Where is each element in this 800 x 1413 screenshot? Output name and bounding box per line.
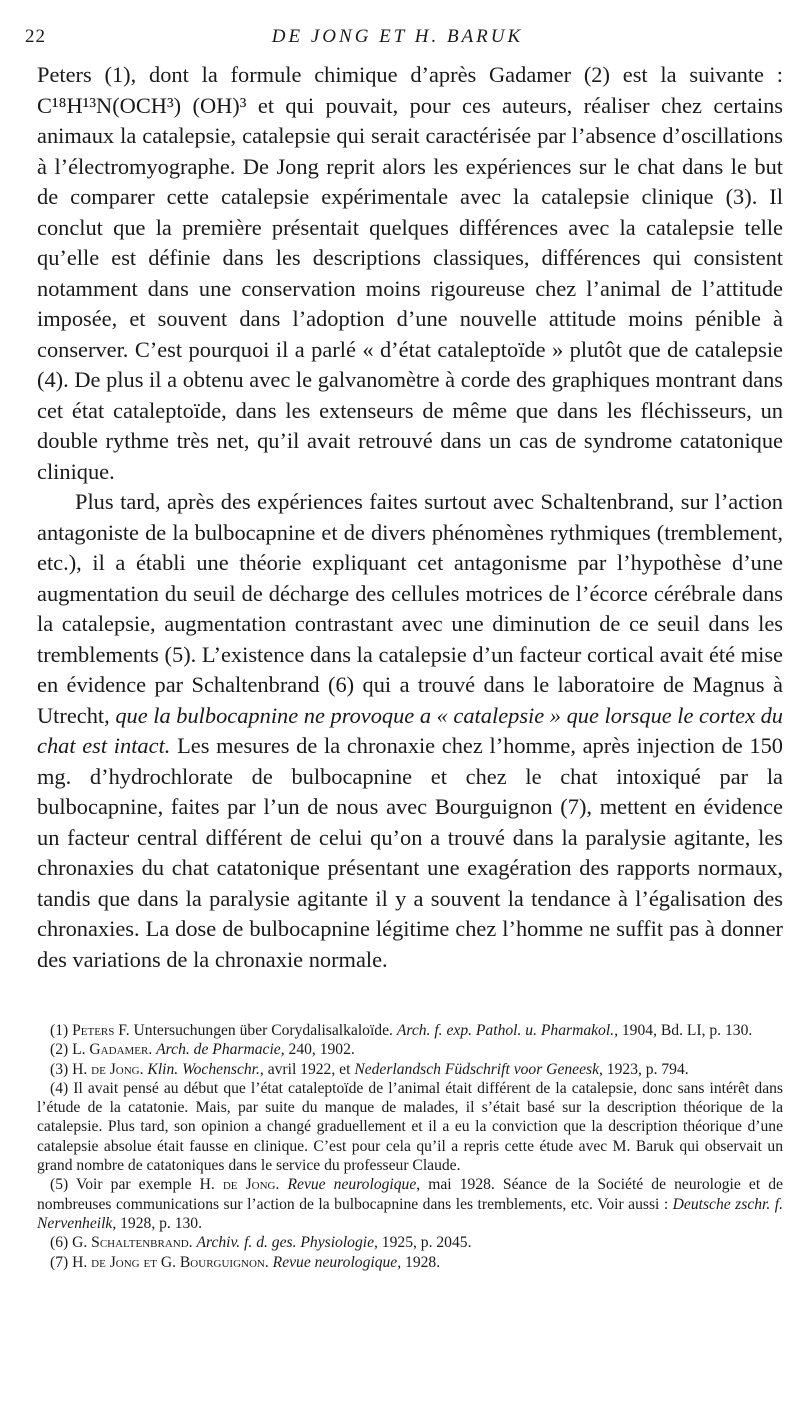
footnote-journal-2: Deutsche zschr. f. Nervenheilk,	[37, 1195, 783, 1232]
footnote-number: (4)	[50, 1079, 69, 1097]
footnote-journal: Arch. f. exp. Pathol. u. Pharmakol.,	[396, 1022, 618, 1039]
footnote-journal: Revue neurologique,	[272, 1253, 402, 1271]
paragraph-1-text: Peters (1), dont la formule chimique d’après Gadamer (2) est la suivante : C¹⁸H¹³N(OCH³) (OH)³ et qui pouvait, pour ces auteurs, réaliser chez certains animaux la catalepsie, catalepsie qui serait caractérisée par l’absence d’oscillations à l’électromyographe. De Jong reprit alors les expériences sur le chat dans le but de comparer cette catalepsie expérimentale avec la catalepsie clinique (3). Il conclut que la première présentait quelques différences avec la catalepsie telle qu’elle est définie dans les descriptions classiques, différences qui consistent notamment dans une conservation moins rigoureuse chez l’animal de l’attitude imposée, et souvent dans l’adoption d’une nouvelle attitude moins pénible à conserver. C’est pourquoi il a parlé « d’état cataleptoïde » plutôt que de catalepsie (4). De plus il a obtenu avec le galvanomètre à corde des graphiques montrant dans cet état cataleptoïde, dans les extenseurs de même que dans les fléchisseurs, un double rythme très net, qu’il avait retrouvé dans un cas de syndrome catatonique clinique.	[37, 62, 783, 484]
footnote-text: Untersuchungen über Corydalisalkaloïde.	[129, 1022, 397, 1039]
footnote-number: (7)	[50, 1253, 69, 1271]
footnote-text: Il avait pensé au début que l’état cataleptoïde de l’animal était différent de la catalepsie, donc sans intérêt dans l’étude de la catatonie. Mais, par suite du manque de malades, il s’était basé sur la description théorique de la catalepsie. Plus tard, son opinion a changé graduellement et il a eu la conviction que la description théorique d’une catalepsie absolue était fausse en clinique. C’est pour cela qu’il a repris cette étude avec M. Baruk qui observait un grand nombre de catatoniques dans le service du professeur Claude.	[37, 1079, 783, 1175]
footnote-2	[37, 1040, 783, 1059]
paragraph-2	[37, 487, 783, 975]
page-number: 22	[25, 26, 46, 47]
footnote-tail: 1928.	[401, 1253, 441, 1271]
footnote-tail: 240, 1902.	[284, 1041, 355, 1059]
footnote-journal: Arch. de Pharmacie,	[156, 1041, 285, 1059]
page-header	[25, 26, 770, 56]
footnote-text-2	[279, 1176, 287, 1193]
footnote-number: (1)	[50, 1022, 69, 1039]
paragraph-1	[37, 60, 783, 487]
footnote-author: G. Schaltenbrand.	[72, 1234, 193, 1252]
running-head: DE JONG ET H. BARUK	[271, 26, 524, 47]
paragraph-2-text-start: Plus tard, après des expériences faites surtout avec Schaltenbrand, sur l’action antagoniste de la bulbocapnine et de divers phénomènes rythmiques (tremblement, etc.), il a établi une théorie expliquant cet antagonisme par l’hypothèse d’une augmentation du seuil de décharge des cellules motrices de l’écorce cérébrale dans la catalepsie, augmentation contrastant avec une diminution de ce seuil dans les tremblements (5). L’existence dans la catalepsie d’un facteur cortical avait été mise en évidence par Schaltenbrand (6) qui a trouvé dans le laboratoire de Magnus à Utrecht,	[37, 489, 783, 728]
footnote-tail: mai 1928. Séance de la Société de neurologie et de nombreuses communications sur l’action de la bulbocapnine dans les tremblements, etc. Voir aussi :	[37, 1176, 783, 1213]
footnote-number: (6)	[50, 1234, 69, 1252]
footnote-number: (3)	[50, 1060, 69, 1078]
footnote-author: L. Gadamer.	[72, 1041, 153, 1059]
paragraph-2-text-end: Les mesures de la chronaxie chez l’homme, après injection de 150 mg. d’hydrochlorate de bulbocapnine et chez le chat intoxiqué par la bulbocapnine, faites par l’un de nous avec Bourguignon (7), mettent en évidence un facteur central différent de celui qu’on a trouvé dans la paralysie agitante, les chronaxies du chat catatonique présentant une exagération des rapports normaux, tandis que dans la paralysie agitante il y a souvent la tendance à l’égalisation des chronaxies. La dose de bulbocapnine légitime chez l’homme ne suffit pas à donner des variations de la chronaxie normale.	[37, 733, 783, 972]
footnote-author: de Jong.	[222, 1176, 280, 1194]
footnote-tail: avril 1922, et	[263, 1060, 355, 1078]
footnote-3	[37, 1060, 783, 1079]
footnote-author: Peters F.	[72, 1022, 130, 1039]
footnote-author: H. de Jong.	[72, 1060, 144, 1078]
footnote-journal-2: Nederlandsch Füdschrift voor Geneesk,	[354, 1060, 603, 1078]
footnotes	[37, 1021, 783, 1272]
footnote-tail-2: 1923, p. 794.	[602, 1060, 689, 1078]
body-text	[37, 60, 783, 975]
footnote-journal: Klin. Wochenschr.,	[147, 1060, 264, 1078]
footnote-tail: 1925, p. 2045.	[377, 1234, 472, 1252]
footnote-number: (2)	[50, 1041, 69, 1059]
footnote-6	[37, 1233, 783, 1252]
footnote-journal: Revue neurologique,	[287, 1176, 421, 1194]
footnote-4	[37, 1079, 783, 1175]
footnote-author: H. de Jong et G. Bourguignon.	[72, 1253, 269, 1271]
footnote-tail: 1904, Bd. LI, p. 130.	[617, 1022, 753, 1039]
footnote-1	[37, 1021, 783, 1040]
footnote-tail-2: 1928, p. 130.	[116, 1214, 202, 1232]
footnote-7	[37, 1253, 783, 1272]
footnote-5	[37, 1175, 783, 1233]
paragraph-2-italic: que la bulbocapnine ne provoque a « catalepsie » que lorsque le cortex du chat est intact.	[37, 702, 783, 758]
footnote-number: (5)	[50, 1176, 69, 1194]
footnote-text: Voir par exemple H.	[68, 1176, 223, 1194]
footnote-journal: Archiv. f. d. ges. Physiologie,	[196, 1234, 378, 1252]
